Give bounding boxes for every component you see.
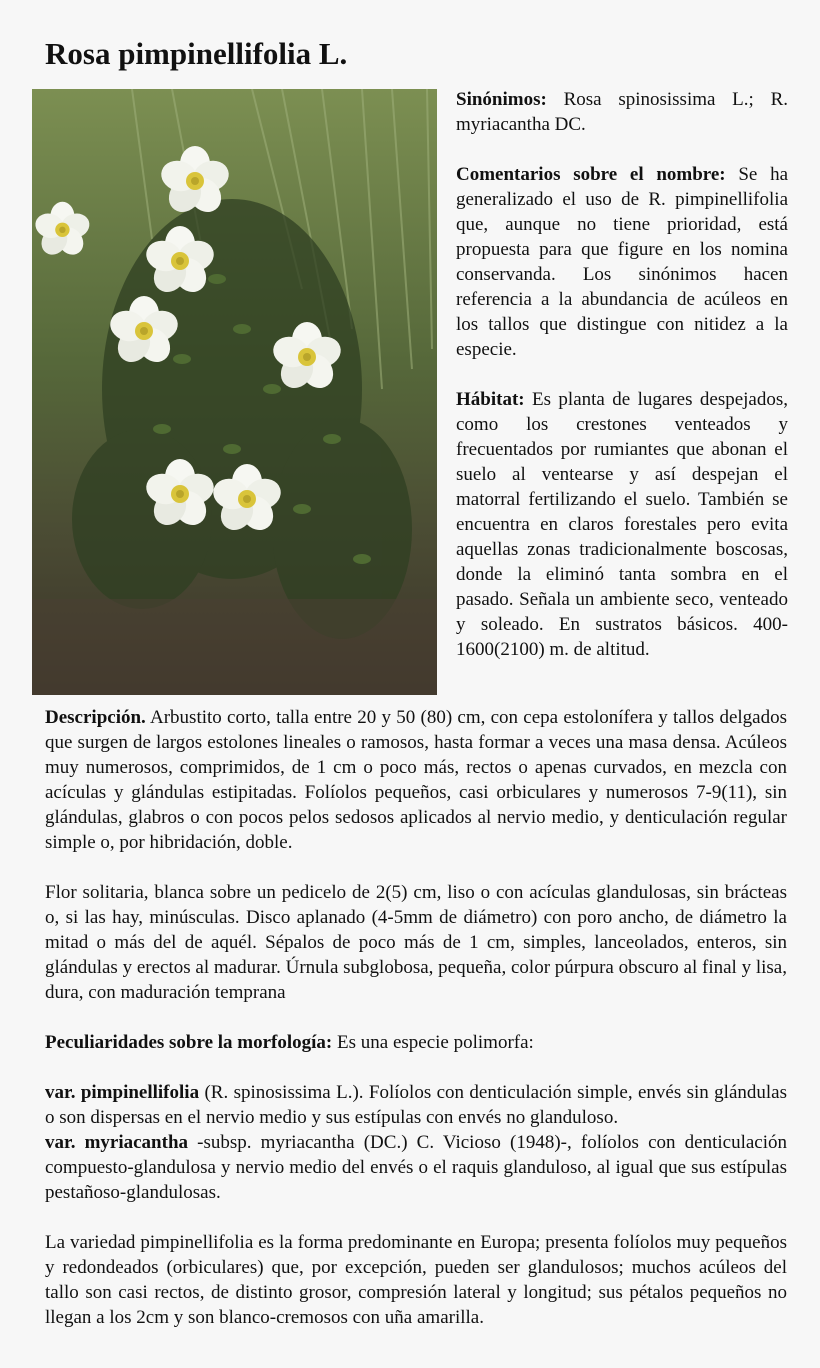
- synonyms-text: Rosa spinosissima L.; R. myriacantha DC.: [456, 89, 788, 135]
- name-comments-text: Se ha generalizado el uso de R. pimpinellifolia que, aunque no tiene prioridad, está propuesta para que figure en los nomina conservanda. Los sinónimos hacen referencia a la abundancia de acúleos en los tallos que distingue con nitidez a la especie.: [456, 164, 788, 360]
- description-label: Descripción.: [45, 707, 146, 728]
- morphology-text: Es una especie polimorfa:: [332, 1032, 534, 1053]
- var-pimpinellifolia-paragraph: [45, 1080, 787, 1130]
- var-myriacantha-paragraph: [45, 1130, 787, 1205]
- flowering-rose-bush-photo: [32, 89, 437, 695]
- description-paragraph: [45, 705, 787, 855]
- var-myriacantha-label: var. myriacantha: [45, 1132, 189, 1153]
- variety-paragraph: La variedad pimpinellifolia es la forma predominante en Europa; presenta folíolos muy pequeños y redondeados (orbiculares) que, por excepción, pueden ser glandulosos; muchos acúleos del tallo son casi rectos, de distinto grosor, compresión lateral y longitud; sus pétalos pequeños no llegan a los 2cm y son blanco-cremosos con uña amarilla.: [45, 1232, 787, 1328]
- name-comments-paragraph: [456, 162, 788, 362]
- synonyms-paragraph: [456, 87, 788, 137]
- name-comments-label: Comentarios sobre el nombre:: [456, 164, 726, 185]
- habitat-paragraph: [456, 387, 788, 662]
- var-myriacantha-text: -subsp. myriacantha (DC.) C. Vicioso (1948)-, folíolos con denticulación compuesto-glandulosa y nervio medio del envés o el raquis glanduloso, al igual que sus estípulas pestañoso-glandulosas.: [45, 1132, 787, 1203]
- description-text: Arbustito corto, talla entre 20 y 50 (80) cm, con cepa estolonífera y tallos delgados que surgen de largos estolones lineales o ramosos, hasta formar a veces una masa densa. Acúleos muy numerosos, comprimidos, de 1 cm o poco más, rectos o apenas curvados, en mezcla con acículas y glándulas estipitadas. Folíolos pequeños, casi orbiculares y numerosos 7-9(11), sin glándulas, glabros o con pocos pelos sedosos aplicados al nervio medio, y denticulación regular simple o, por hibridación, doble.: [45, 707, 787, 853]
- habitat-text: Es planta de lugares despejados, como los crestones venteados y frecuentados por rumiantes que abonan el suelo al ventearse y así despejan el matorral fertilizando el suelo. También se encuentra en claros forestales pero evita aquellas zonas tradicionalmente boscosas, donde la eliminó tanta sombra en el pasado. Señala un ambiente seco, venteado y soleado. En sustratos básicos. 400-1600(2100) m. de altitud.: [456, 389, 788, 660]
- flower-paragraph: Flor solitaria, blanca sobre un pedicelo de 2(5) cm, liso o con acículas glandulosas, sin brácteas o, si las hay, minúsculas. Disco aplanado (4-5mm de diámetro) con poro ancho, de diámetro la mitad o más del de aquél. Sépalos de poco más de 1 cm, simples, lanceolados, enteros, sin glándulas y erectos al madurar. Úrnula subglobosa, pequeña, color púrpura obscuro al final y lisa, dura, con maduración temprana: [45, 882, 787, 1003]
- var-pimpinellifolia-label: var. pimpinellifolia: [45, 1082, 200, 1103]
- morphology-label: Peculiaridades sobre la morfología:: [45, 1032, 333, 1053]
- page-title: Rosa pimpinellifolia L.: [45, 36, 348, 71]
- synonyms-label: Sinónimos:: [456, 89, 547, 110]
- var-pimpinellifolia-text: (R. spinosissima L.). Folíolos con denticulación simple, envés sin glándulas o son dispersas en el nervio medio y sus estípulas con envés no glanduloso.: [45, 1082, 787, 1128]
- morphology-paragraph: [45, 1030, 787, 1055]
- habitat-label: Hábitat:: [456, 389, 525, 410]
